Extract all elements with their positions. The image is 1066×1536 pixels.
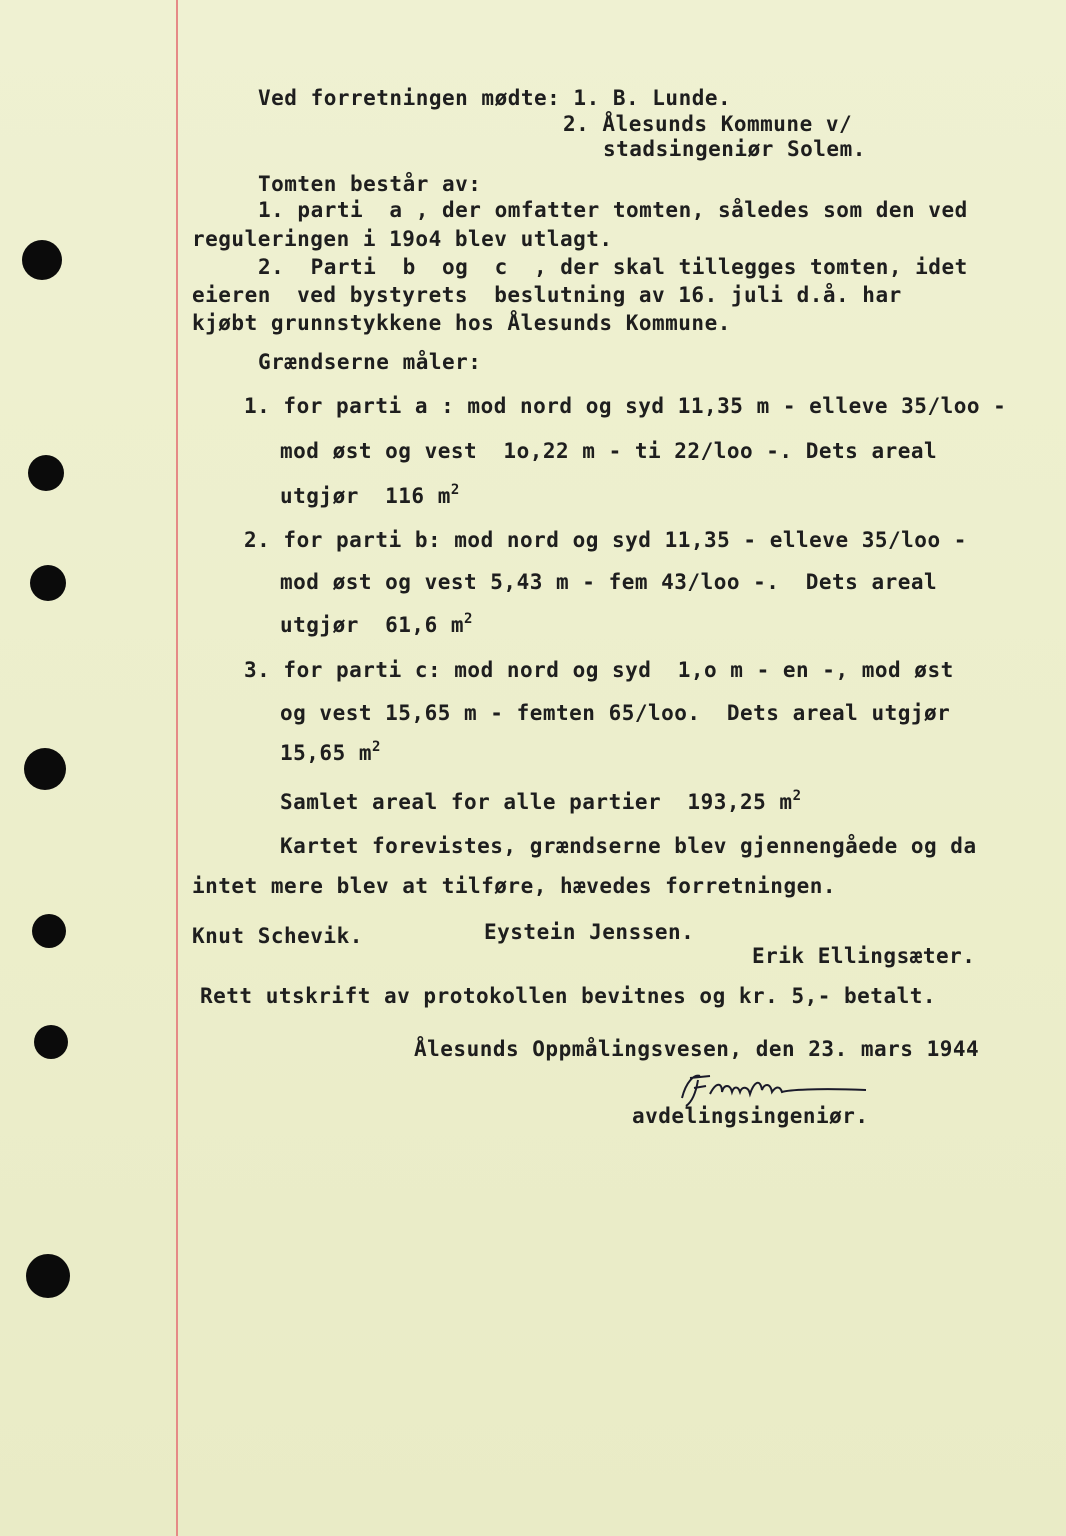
red-margin-line — [176, 0, 178, 1536]
tomt-heading: Tomten består av: — [258, 172, 482, 196]
parti-c-line-1: 3. for parti c: mod nord og syd 1,o m - en -, mod øst — [244, 658, 954, 682]
tomt-line-1: 1. parti a , der omfatter tomten, således som den ved — [258, 198, 968, 222]
signer-title: avdelingsingeniør. — [632, 1104, 869, 1128]
punch-hole-3 — [30, 565, 66, 601]
tomt-line-2: reguleringen i 19o4 blev utlagt. — [192, 227, 613, 251]
signer-3: Erik Ellingsæter. — [752, 944, 976, 968]
attendance-line-1: Ved forretningen mødte: 1. B. Lunde. — [258, 86, 732, 110]
tomt-line-3: 2. Parti b og c , der skal tillegges tomten, idet — [258, 255, 968, 279]
total-area: Samlet areal for alle partier 193,25 $m^2$ — [280, 788, 802, 814]
parti-a-line-2: mod øst og vest 1o,22 m - ti 22/loo -. Dets areal — [280, 439, 938, 463]
tomt-line-5: kjøbt grunnstykkene hos Ålesunds Kommune. — [192, 311, 731, 335]
parti-b-line-1: 2. for parti b: mod nord og syd 11,35 - elleve 35/loo - — [244, 528, 967, 552]
parti-b-line-2: mod øst og vest 5,43 m - fem 43/loo -. Dets areal — [280, 570, 938, 594]
signer-2: Eystein Jenssen. — [484, 920, 695, 944]
parti-c-line-3: 15,65 $m^2$ — [280, 739, 381, 765]
parti-a-line-1: 1. for parti a : mod nord og syd 11,35 m - elleve 35/loo - — [244, 394, 1007, 418]
parti-a-line-3: utgjør 116 $m^2$ — [280, 482, 460, 508]
punch-hole-4 — [24, 748, 66, 790]
closing-line-1: Kartet forevistes, grændserne blev gjennengåede og da — [280, 834, 977, 858]
parti-c-line-2: og vest 15,65 m - femten 65/loo. Dets areal utgjør — [280, 701, 951, 725]
attest-line-1: Rett utskrift av protokollen bevitnes og kr. 5,- betalt. — [200, 984, 937, 1008]
closing-line-2: intet mere blev at tilføre, hævedes forretningen. — [192, 874, 837, 898]
punch-hole-5 — [32, 914, 66, 948]
punch-hole-6 — [34, 1025, 68, 1059]
grense-heading: Grændserne måler: — [258, 350, 482, 374]
signer-1: Knut Schevik. — [192, 924, 363, 948]
attendance-line-3: stadsingeniør Solem. — [603, 137, 866, 161]
attest-line-2: Ålesunds Oppmålingsvesen, den 23. mars 1944 — [414, 1037, 980, 1061]
parti-b-line-3: utgjør 61,6 $m^2$ — [280, 611, 473, 637]
punch-hole-2 — [28, 455, 64, 491]
punch-hole-1 — [22, 240, 62, 280]
tomt-line-4: eieren ved bystyrets beslutning av 16. juli d.å. har — [192, 283, 902, 307]
punch-hole-7 — [26, 1254, 70, 1298]
attendance-line-2: 2. Ålesunds Kommune v/ — [563, 112, 853, 136]
